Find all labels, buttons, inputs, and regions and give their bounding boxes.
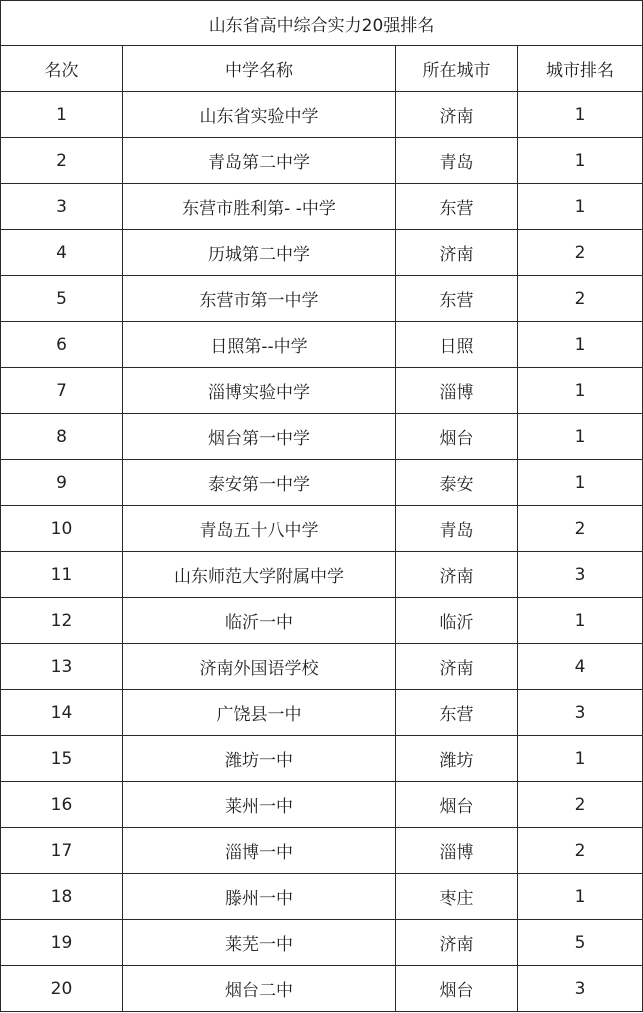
cell-school: 烟台二中 [123,966,396,1012]
cell-city: 济南 [396,552,518,598]
cell-city-rank: 2 [518,506,643,552]
cell-rank: 16 [1,782,123,828]
cell-city: 青岛 [396,138,518,184]
cell-rank: 15 [1,736,123,782]
table-row [1,414,643,460]
table-row [1,644,643,690]
cell-rank: 20 [1,966,123,1012]
cell-city: 济南 [396,92,518,138]
table-row [1,782,643,828]
cell-city-rank: 1 [518,368,643,414]
cell-city: 东营 [396,184,518,230]
cell-rank: 18 [1,874,123,920]
cell-rank: 4 [1,230,123,276]
column-header-city: 所在城市 [396,46,518,92]
cell-city: 济南 [396,230,518,276]
column-header-rank: 名次 [1,46,123,92]
table-row [1,598,643,644]
cell-city-rank: 3 [518,552,643,598]
cell-city: 潍坊 [396,736,518,782]
table-row [1,368,643,414]
cell-city: 日照 [396,322,518,368]
cell-school: 济南外国语学校 [123,644,396,690]
table-row [1,966,643,1012]
cell-city: 枣庄 [396,874,518,920]
cell-school: 泰安第一中学 [123,460,396,506]
cell-school: 淄博实验中学 [123,368,396,414]
cell-rank: 5 [1,276,123,322]
cell-school: 青岛第二中学 [123,138,396,184]
table-row [1,828,643,874]
cell-city: 烟台 [396,782,518,828]
table-row [1,92,643,138]
cell-rank: 10 [1,506,123,552]
cell-city: 烟台 [396,966,518,1012]
table-row [1,920,643,966]
cell-school: 青岛五十八中学 [123,506,396,552]
cell-city: 临沂 [396,598,518,644]
cell-rank: 9 [1,460,123,506]
cell-city-rank: 1 [518,736,643,782]
table-row [1,184,643,230]
table-row [1,276,643,322]
table-row [1,460,643,506]
cell-rank: 14 [1,690,123,736]
table-row [1,552,643,598]
table-row [1,736,643,782]
column-header-school: 中学名称 [123,46,396,92]
cell-city: 济南 [396,920,518,966]
cell-city-rank: 4 [518,644,643,690]
cell-school: 东营市第一中学 [123,276,396,322]
cell-city-rank: 2 [518,782,643,828]
cell-rank: 1 [1,92,123,138]
cell-school: 东营市胜利第- -中学 [123,184,396,230]
cell-school: 莱芜一中 [123,920,396,966]
cell-city-rank: 1 [518,460,643,506]
table-row [1,690,643,736]
cell-city: 泰安 [396,460,518,506]
cell-school: 山东省实验中学 [123,92,396,138]
cell-rank: 7 [1,368,123,414]
cell-city-rank: 1 [518,874,643,920]
table-title: 山东省高中综合实力20强排名 [1,1,643,46]
cell-school: 日照第--中学 [123,322,396,368]
cell-city-rank: 1 [518,138,643,184]
cell-city-rank: 5 [518,920,643,966]
cell-city: 东营 [396,690,518,736]
cell-city-rank: 1 [518,322,643,368]
table-row [1,230,643,276]
cell-city-rank: 1 [518,92,643,138]
cell-school: 历城第二中学 [123,230,396,276]
cell-school: 烟台第一中学 [123,414,396,460]
cell-school: 淄博一中 [123,828,396,874]
table-row [1,506,643,552]
cell-school: 莱州一中 [123,782,396,828]
cell-city-rank: 2 [518,828,643,874]
cell-city: 烟台 [396,414,518,460]
cell-rank: 17 [1,828,123,874]
cell-school: 滕州一中 [123,874,396,920]
cell-city-rank: 3 [518,690,643,736]
cell-rank: 3 [1,184,123,230]
cell-city: 济南 [396,644,518,690]
cell-city-rank: 3 [518,966,643,1012]
cell-school: 临沂一中 [123,598,396,644]
cell-rank: 19 [1,920,123,966]
table-body [1,92,643,1012]
table-row [1,138,643,184]
cell-city: 淄博 [396,828,518,874]
table-row [1,874,643,920]
cell-rank: 2 [1,138,123,184]
cell-school: 潍坊一中 [123,736,396,782]
column-header-city-rank: 城市排名 [518,46,643,92]
cell-school: 广饶县一中 [123,690,396,736]
cell-city: 东营 [396,276,518,322]
table-row [1,322,643,368]
cell-city-rank: 1 [518,598,643,644]
cell-city-rank: 1 [518,414,643,460]
header-row [1,46,643,92]
cell-city-rank: 1 [518,184,643,230]
cell-city: 淄博 [396,368,518,414]
cell-rank: 11 [1,552,123,598]
cell-rank: 12 [1,598,123,644]
cell-city-rank: 2 [518,276,643,322]
cell-rank: 13 [1,644,123,690]
cell-school: 山东师范大学附属中学 [123,552,396,598]
cell-city: 青岛 [396,506,518,552]
cell-rank: 6 [1,322,123,368]
cell-rank: 8 [1,414,123,460]
cell-city-rank: 2 [518,230,643,276]
